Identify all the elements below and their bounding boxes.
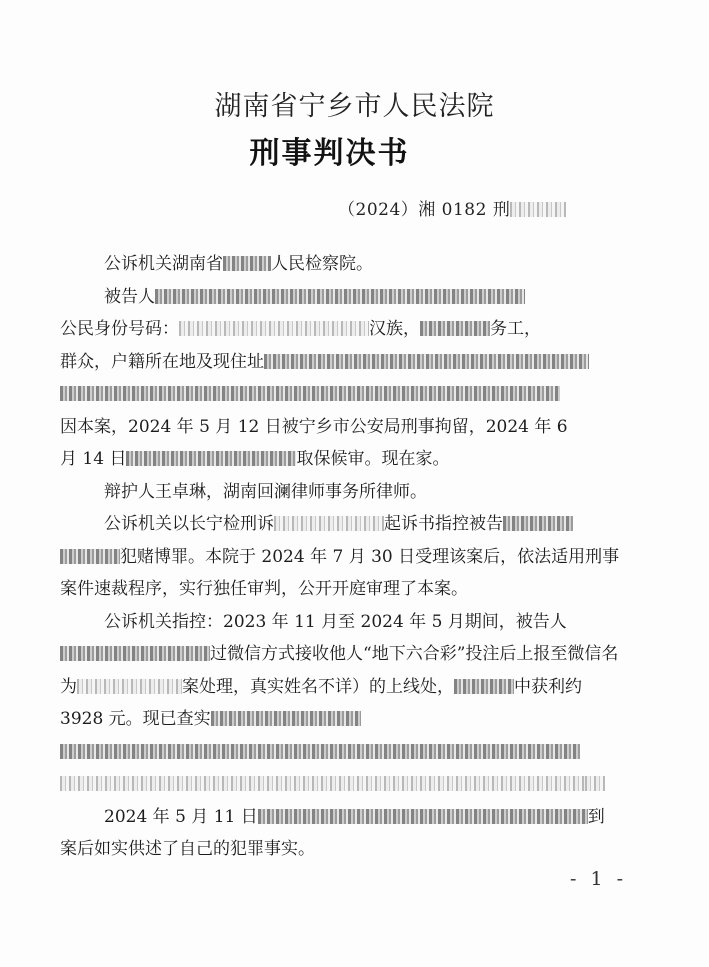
court-name: 湖南省宁乡市人民法院 [214, 91, 495, 122]
bail-line [60, 443, 620, 476]
document-type-title: 刑事判决书 [249, 136, 410, 171]
indictment-text-c: 犯赌博罪。本院于 2024 年 7 月 30 日受理该案后，依法适用 [120, 546, 586, 567]
indictment-text-b: 起诉书指控被告 [384, 514, 503, 534]
domicile-line [60, 346, 620, 379]
defendant-id-line [60, 313, 620, 346]
domicile-text: 群众，户籍所在地及现住址 [60, 351, 264, 372]
redacted-line [60, 378, 620, 411]
occupation-text: 务工， [490, 319, 541, 339]
judgment-body [60, 248, 620, 866]
charges-text-b: 过微信方式接收他人“地下六合彩”投注后上 [210, 644, 534, 664]
redacted-block [155, 289, 525, 304]
redacted-block [126, 451, 296, 466]
ethnicity-text: 汉族， [369, 319, 420, 339]
redacted-block [60, 646, 210, 661]
redacted-block [179, 321, 369, 336]
indictment-text-d: 刑事案件速裁程序，实行独任审判，公开开庭审理了本案。 [60, 546, 620, 599]
defense-counsel-paragraph [60, 476, 620, 509]
redacted-block [60, 386, 560, 401]
charges-paragraph [60, 606, 620, 801]
redacted-block [264, 354, 589, 369]
defense-counsel-text: 辩护人王卓琳，湖南回澜律师事务所律师。 [104, 481, 427, 502]
page-number: - 1 - [570, 868, 628, 890]
bail-text: 取保候审。现在家。 [296, 449, 450, 469]
redacted-block [223, 256, 271, 271]
charges-text-e: 处， [420, 676, 454, 697]
charges-text-f: 中获利约 3928 元。现已查实 [60, 676, 582, 729]
charges-text-c: 报至微信名为 [60, 644, 619, 697]
case-number [338, 195, 566, 220]
redacted-block [503, 516, 573, 531]
charges-text-d: 案处理，真实姓名不详）的上线 [182, 676, 420, 697]
detention-text: 因本案，2024 年 5 月 12 日被宁乡市公安局刑事拘留，2024 年 6 [60, 416, 568, 437]
redacted-block [510, 202, 566, 217]
redacted-block [258, 809, 588, 824]
case-number-text: （2024）湘 0182 刑 [338, 200, 511, 220]
redacted-block [454, 679, 514, 694]
redacted-block [585, 776, 605, 791]
id-label: 公民身份号码： [60, 319, 179, 339]
surrender-text: 到案后如实供述了自己的犯罪事实。 [60, 806, 605, 859]
prosecutor-text-b: 人民检察院。 [271, 254, 373, 274]
defendant-label: 被告人 [104, 286, 155, 307]
redacted-block [211, 711, 361, 726]
defendant-paragraph [60, 281, 620, 314]
detention-line [60, 411, 620, 444]
surrender-date: 2024 年 5 月 11 日 [104, 806, 258, 827]
indictment-text-a: 公诉机关以长宁检刑诉 [104, 514, 274, 534]
bail-date: 月 14 日 [60, 449, 127, 469]
redacted-block [420, 321, 490, 336]
redacted-block [60, 776, 585, 791]
redacted-block [77, 679, 182, 694]
redacted-block [60, 744, 580, 759]
redacted-block [60, 549, 120, 564]
indictment-paragraph [60, 508, 620, 606]
prosecutor-text-a: 公诉机关湖南省 [104, 254, 223, 274]
charges-text-a: 公诉机关指控：2023 年 11 月至 2024 年 5 月期间，被告人 [104, 611, 567, 632]
surrender-paragraph [60, 801, 620, 866]
redacted-block [274, 516, 384, 531]
prosecutor-paragraph [60, 248, 620, 281]
